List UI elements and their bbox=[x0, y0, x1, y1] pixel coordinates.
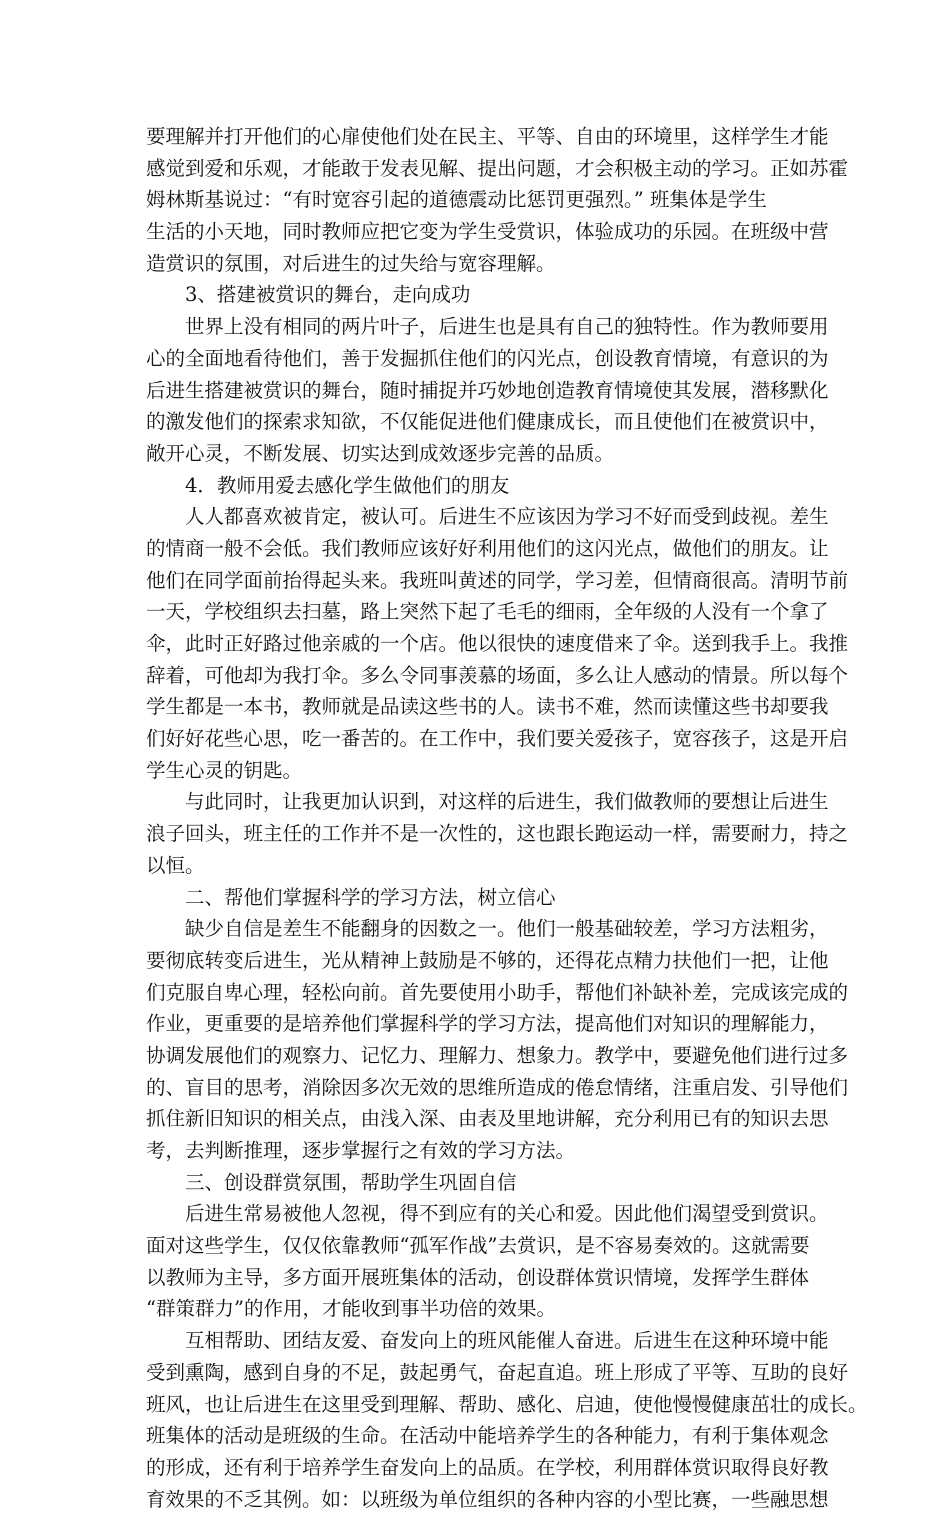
text-line: 伞，此时正好路过他亲戚的一个店。他以很快的速度借来了伞。送到我手上。我推 bbox=[146, 632, 849, 655]
text-line: 世界上没有相同的两片叶子，后进生也是具有自己的独特性。作为教师要用 bbox=[185, 315, 829, 339]
text-line: 后进生搭建被赏识的舞台，随时捕捉并巧妙地创造教育情境使其发展，潜移默化 bbox=[146, 378, 829, 402]
text-line: 学生心灵的钥匙。 bbox=[146, 758, 303, 782]
text-line: 敞开心灵，不断发展、切实达到成效逐步完善的品质。 bbox=[146, 441, 615, 465]
text-line: 他们在同学面前抬得起头来。我班叫黄述的同学，学习差，但情商很高。清明节前 bbox=[146, 568, 849, 592]
text-line: 二、帮他们掌握科学的学习方法，树立信心 bbox=[185, 885, 556, 909]
text-line: 以恒。 bbox=[146, 853, 205, 877]
text-line: 姆林斯基说过：“有时宽容引起的道德震动比惩罚更强烈。” 班集体是学生 bbox=[146, 188, 767, 212]
text-line: 的、盲目的思考，消除因多次无效的思维所造成的倦怠情绪，注重启发、引导他们 bbox=[146, 1075, 849, 1099]
text-line: 感觉到爱和乐观，才能敢于发表见解、提出问题，才会积极主动的学习。正如苏霍 bbox=[146, 156, 849, 180]
text-line: 后进生常易被他人忽视，得不到应有的关心和爱。因此他们渴望受到赏识。 bbox=[185, 1202, 829, 1226]
text-line: 面对这些学生，仅仅依靠教师“孤军作战”去赏识，是不容易奏效的。这就需要 bbox=[146, 1234, 810, 1258]
text-line: 育效果的不乏其例。如：以班级为单位组织的各种内容的小型比赛，一些融思想 bbox=[146, 1487, 829, 1511]
text-line: 班集体的活动是班级的生命。在活动中能培养学生的各种能力，有利于集体观念 bbox=[146, 1424, 829, 1448]
text-line: 三、创设群赏氛围，帮助学生巩固自信 bbox=[185, 1170, 517, 1194]
text-line: 的激发他们的探索求知欲，不仅能促进他们健康成长，而且使他们在被赏识中， bbox=[146, 410, 829, 434]
document-body bbox=[146, 121, 868, 1515]
text-line: 的形成，还有利于培养学生奋发向上的品质。在学校，利用群体赏识取得良好教 bbox=[146, 1455, 829, 1479]
text-line: 考，去判断推理，逐步掌握行之有效的学习方法。 bbox=[146, 1139, 576, 1162]
text-line: 作业，更重要的是培养他们掌握科学的学习方法，提高他们对知识的理解能力， bbox=[146, 1012, 829, 1036]
text-line: 辞着，可他却为我打伞。多么令同事羡慕的场面，多么让人感动的情景。所以每个 bbox=[146, 663, 849, 687]
text-line: 浪子回头，班主任的工作并不是一次性的，这也跟长跑运动一样，需要耐力，持之 bbox=[146, 822, 849, 846]
text-line: 互相帮助、团结友爱、奋发向上的班风能催人奋进。后进生在这种环境中能 bbox=[185, 1329, 829, 1353]
text-line: 4．教师用爱去感化学生做他们的朋友 bbox=[185, 473, 510, 497]
text-line: 以教师为主导，多方面开展班集体的活动，创设群体赏识情境，发挥学生群体 bbox=[146, 1265, 810, 1289]
text-line: 缺少自信是差生不能翻身的因数之一。他们一般基础较差，学习方法粗劣， bbox=[185, 917, 829, 941]
text-line: “群策群力”的作用，才能收到事半功倍的效果。 bbox=[146, 1297, 556, 1321]
text-line: 学生都是一本书，教师就是品读这些书的人。读书不难，然而读懂这些书却要我 bbox=[146, 695, 829, 719]
text-line: 要彻底转变后进生，光从精神上鼓励是不够的，还得花点精力扶他们一把，让他 bbox=[146, 948, 829, 972]
text-line: 的情商一般不会低。我们教师应该好好利用他们的这闪光点，做他们的朋友。让 bbox=[146, 536, 829, 560]
text-line: 们克服自卑心理，轻松向前。首先要使用小助手，帮他们补缺补差，完成该完成的 bbox=[146, 980, 849, 1004]
text-line: 3、搭建被赏识的舞台，走向成功 bbox=[185, 283, 471, 307]
text-line: 受到熏陶，感到自身的不足，鼓起勇气，奋起直追。班上形成了平等、互助的良好 bbox=[146, 1360, 849, 1384]
text-line: 协调发展他们的观察力、记忆力、理解力、想象力。教学中，要避免他们进行过多 bbox=[146, 1043, 849, 1067]
text-line: 人人都喜欢被肯定，被认可。后进生不应该因为学习不好而受到歧视。差生 bbox=[185, 505, 829, 529]
text-line: 与此同时，让我更加认识到，对这样的后进生，我们做教师的要想让后进生 bbox=[185, 790, 829, 814]
text-line: 抓住新旧知识的相关点，由浅入深、由表及里地讲解，充分利用已有的知识去思 bbox=[146, 1107, 829, 1131]
text-line: 一天，学校组织去扫墓，路上突然下起了毛毛的细雨，全年级的人没有一个拿了 bbox=[146, 600, 829, 624]
text-line: 生活的小天地，同时教师应把它变为学生受赏识，体验成功的乐园。在班级中营 bbox=[146, 220, 829, 244]
text-line: 班风，也让后进生在这里受到理解、帮助、感化、启迪，使他慢慢健康茁壮的成长。 bbox=[146, 1392, 868, 1416]
text-line: 们好好花些心思，吃一番苦的。在工作中，我们要关爱孩子，宽容孩子，这是开启 bbox=[146, 727, 849, 751]
text-line: 心的全面地看待他们，善于发掘抓住他们的闪光点，创设教育情境，有意识的为 bbox=[146, 346, 829, 370]
text-line: 要理解并打开他们的心扉使他们处在民主、平等、自由的环境里，这样学生才能 bbox=[146, 125, 829, 148]
text-line: 造赏识的氛围，对后进生的过失给与宽容理解。 bbox=[146, 251, 556, 275]
